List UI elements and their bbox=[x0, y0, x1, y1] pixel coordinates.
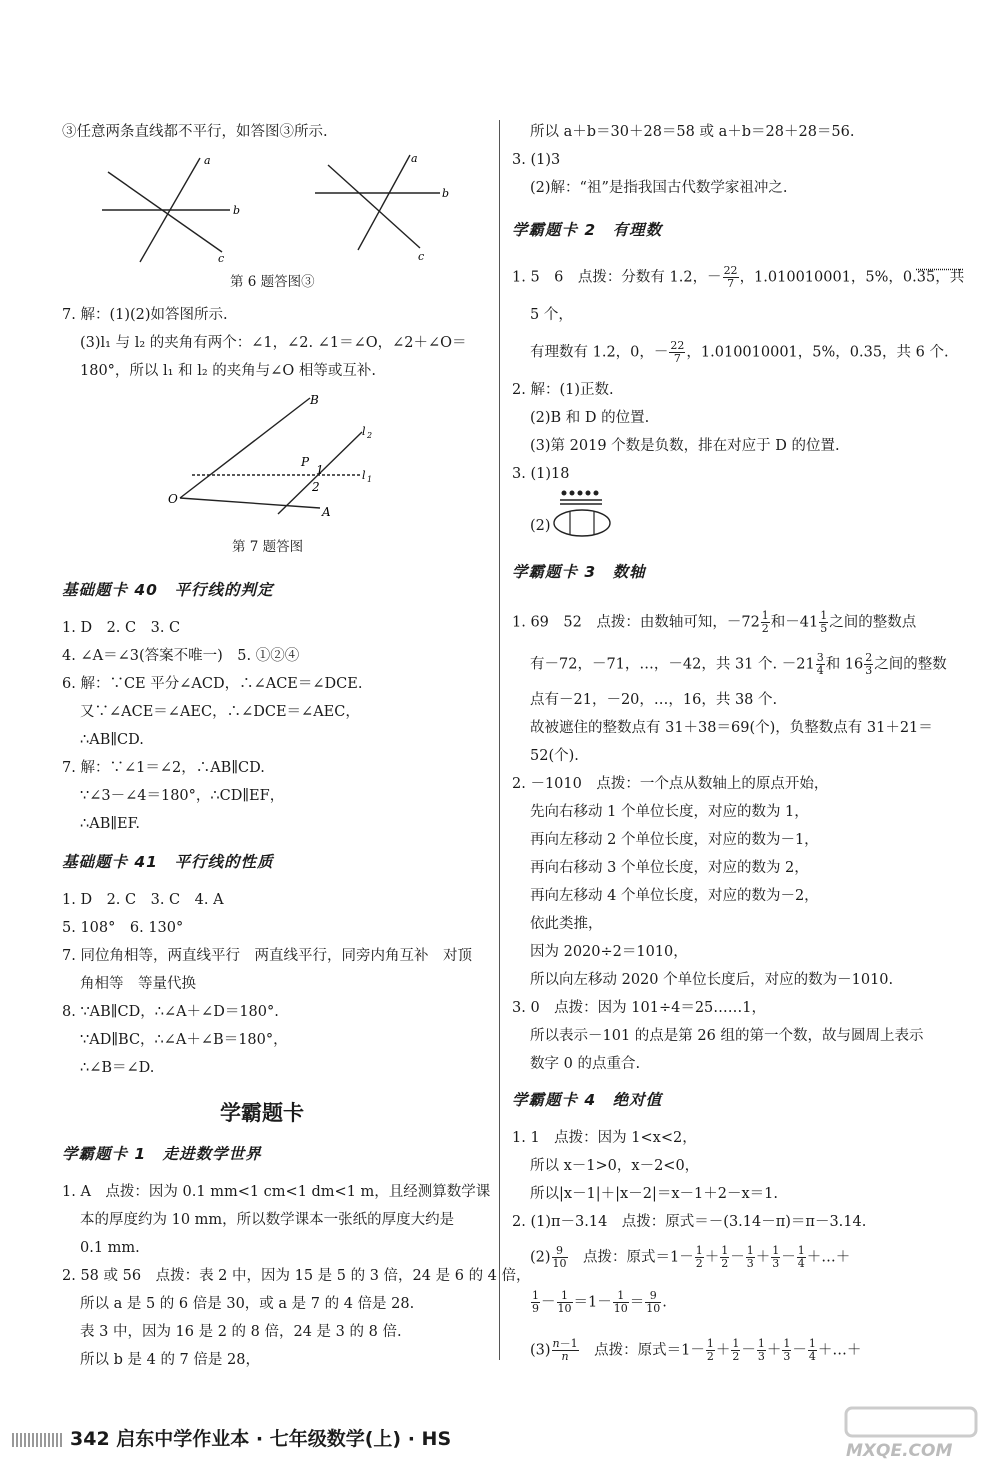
text-line: (2)解：“祖”是指我国古代数学家祖冲之. bbox=[530, 180, 788, 196]
text-line: ∵∠3－∠4＝180°，∴CD∥EF， bbox=[80, 788, 285, 804]
figure-6-left bbox=[102, 158, 230, 262]
heading-card-1: 学霸题卡 1 走进数学世界 bbox=[62, 1145, 262, 1163]
svg-text:1: 1 bbox=[316, 463, 324, 477]
text-line: 所以 x－1>0，x－2<0， bbox=[530, 1158, 700, 1174]
heading-card-41: 基础题卡 41 平行线的性质 bbox=[62, 853, 274, 871]
text-line: (2) $\frac{9}{10}$ 点拨：原式＝1－ $\frac{1}{2}$ ＋ $\frac{1}{2}$ － $\frac{1}{3}$ ＋ $\frac{1}{3}$ － $\frac{1}{4}$ ＋…＋ bbox=[530, 1244, 851, 1270]
watermark-logo bbox=[836, 1404, 986, 1462]
text-line: 依此类推， bbox=[530, 916, 603, 932]
svg-text:B: B bbox=[310, 393, 319, 407]
text-line: 2. －1010 点拨：一个点从数轴上的原点开始， bbox=[512, 776, 829, 792]
text-line: (3)第 2019 个数是负数，排在对应于 D 的位置. bbox=[530, 438, 840, 454]
figure-7-answer bbox=[162, 390, 452, 525]
svg-text:l: l bbox=[362, 469, 366, 482]
text-line: ∵AD∥BC，∴∠A＋∠B＝180°， bbox=[80, 1032, 288, 1048]
svg-text:b: b bbox=[442, 187, 450, 200]
text-line: 表 3 中，因为 16 是 2 的 8 倍，24 是 3 的 8 倍. bbox=[80, 1324, 402, 1340]
svg-text:2: 2 bbox=[312, 480, 320, 494]
text-line: 所以表示－101 的点是第 26 组的第一个数，故与圆周上表示 bbox=[530, 1028, 924, 1044]
svg-text:A: A bbox=[322, 505, 331, 519]
text-line: $\frac{1}{9}$ － $\frac{1}{10}$ ＝1－ $\frac{1}{10}$ ＝ $\frac{9}{10}$ . bbox=[532, 1289, 667, 1315]
text-line: 1. 5 6 点拨：分数有 1.2，－ $\frac{22}{7}$ ，1.010010001，5%，0.35，共 bbox=[512, 264, 965, 290]
svg-text:l: l bbox=[362, 425, 366, 438]
column-divider bbox=[499, 120, 500, 1360]
text-line: 再向左移动 2 个单位长度，对应的数为－1， bbox=[530, 832, 819, 848]
book-title: 启东中学作业本 · 七年级数学(上) · HS bbox=[116, 1428, 452, 1450]
text-line: 2. (1)π－3.14 点拨：原式＝－(3.14－π)＝π－3.14. bbox=[512, 1214, 867, 1230]
text-line: 所以|x－1|＋|x－2|＝x－1＋2－x＝1. bbox=[530, 1186, 778, 1202]
text-line: 1. 69 52 点拨：由数轴可知，－72 $\frac{1}{2}$ 和－41 $\frac{1}{5}$ 之间的整数点 bbox=[512, 609, 917, 635]
text-line: 3. (1)18 bbox=[512, 466, 570, 482]
text-line: 1. 1 点拨：因为 1<x<2， bbox=[512, 1130, 697, 1146]
figure-6-answer-3 bbox=[100, 150, 460, 265]
text-line: (2) bbox=[530, 518, 551, 534]
svg-text:MXQE.COM: MXQE.COM bbox=[846, 1441, 953, 1461]
text-line: 5 个， bbox=[530, 307, 573, 323]
text-line: 180°，所以 l₁ 和 l₂ 的夹角与∠O 相等或互补. bbox=[80, 363, 377, 379]
page-footer bbox=[12, 1424, 451, 1451]
text-line: 故被遮住的整数点有 31＋38＝69(个)，负整数点有 31＋21＝ bbox=[530, 720, 933, 736]
text-line: 先向右移动 1 个单位长度，对应的数为 1， bbox=[530, 804, 809, 820]
svg-text:a: a bbox=[204, 154, 211, 167]
text-line: 有理数有 1.2，0，－ $\frac{22}{7}$ ，1.010010001，5%，0.35，共 6 个. bbox=[530, 339, 949, 365]
text-line: ③任意两条直线都不平行，如答图③所示. bbox=[62, 124, 328, 140]
footer-stripes bbox=[12, 1433, 64, 1447]
text-line: (3)l₁ 与 l₂ 的夹角有两个：∠1，∠2. ∠1＝∠O，∠2＋∠O＝ bbox=[80, 335, 467, 351]
figure-6-caption: 第 6 题答图③ bbox=[230, 274, 315, 290]
text-line: 再向右移动 3 个单位长度，对应的数为 2， bbox=[530, 860, 809, 876]
text-line: ∴AB∥EF. bbox=[80, 816, 141, 832]
text-line: 3. 0 点拨：因为 101÷4＝25……1， bbox=[512, 1000, 767, 1016]
svg-text:O: O bbox=[168, 492, 178, 506]
text-line: 7. 同位角相等，两直线平行 两直线平行，同旁内角互补 对顶 bbox=[62, 948, 472, 964]
text-line: 4. ∠A＝∠3(答案不唯一) 5. ①②④ bbox=[62, 648, 300, 664]
text-line: 所以 a 是 5 的 6 倍是 30，或 a 是 7 的 4 倍是 28. bbox=[80, 1296, 415, 1312]
text-line: (2)B 和 D 的位置. bbox=[530, 410, 650, 426]
svg-text:b: b bbox=[233, 204, 241, 217]
text-line: 2. 58 或 56 点拨：表 2 中，因为 15 是 5 的 3 倍，24 是 6 的 4 倍， bbox=[62, 1268, 531, 1284]
text-line: 0.1 mm. bbox=[80, 1240, 140, 1256]
text-line: 52(个). bbox=[530, 748, 579, 764]
svg-text:a: a bbox=[411, 152, 418, 165]
text-line: ∴AB∥CD. bbox=[80, 732, 144, 748]
text-line: 7. 解：(1)(2)如答图所示. bbox=[62, 307, 228, 323]
text-line: 数字 0 的点重合. bbox=[530, 1056, 641, 1072]
svg-text:P: P bbox=[301, 455, 310, 469]
text-line: 1. D 2. C 3. C bbox=[62, 620, 181, 636]
text-line: 因为 2020÷2＝1010， bbox=[530, 944, 688, 960]
text-line: ∴∠B＝∠D. bbox=[80, 1060, 155, 1076]
heading-card-4: 学霸题卡 4 绝对值 bbox=[512, 1091, 663, 1109]
text-line: 角相等 等量代换 bbox=[80, 976, 196, 992]
figure-7-caption: 第 7 题答图 bbox=[232, 539, 304, 555]
text-line: 8. ∵AB∥CD，∴∠A＋∠D＝180°. bbox=[62, 1004, 279, 1020]
heading-card-3: 学霸题卡 3 数轴 bbox=[512, 563, 646, 581]
text-line: 点有－21，－20，…，16，共 38 个. bbox=[530, 692, 778, 708]
abacus-figure bbox=[550, 488, 620, 540]
text-line: 又∵∠ACE＝∠AEC，∴∠DCE＝∠AEC， bbox=[80, 704, 360, 720]
svg-text:c: c bbox=[218, 252, 225, 265]
text-line: 5. 108° 6. 130° bbox=[62, 920, 184, 936]
text-line: 1. A 点拨：因为 0.1 mm<1 cm<1 dm<1 m，且经测算数学课 bbox=[62, 1184, 491, 1200]
heading-card-40: 基础题卡 40 平行线的判定 bbox=[62, 581, 274, 599]
text-line: 7. 解：∵∠1＝∠2，∴AB∥CD. bbox=[62, 760, 265, 776]
heading-card-2: 学霸题卡 2 有理数 bbox=[512, 221, 663, 239]
text-line: 6. 解：∵CE 平分∠ACD，∴∠ACE＝∠DCE. bbox=[62, 676, 363, 692]
text-line: 2. 解：(1)正数. bbox=[512, 382, 614, 398]
svg-text:2: 2 bbox=[367, 431, 373, 440]
text-line: 再向左移动 4 个单位长度，对应的数为－2， bbox=[530, 888, 819, 904]
section-title: 学霸题卡 bbox=[220, 1101, 304, 1125]
text-line: 有－72，－71，…，－42，共 31 个. －21 $\frac{3}{4}$ 和 16 $\frac{2}{3}$ 之间的整数 bbox=[530, 651, 947, 677]
text-line: 1. D 2. C 3. C 4. A bbox=[62, 892, 224, 908]
page-number: 342 bbox=[70, 1428, 110, 1450]
text-line: 所以向左移动 2020 个单位长度后，对应的数为－1010. bbox=[530, 972, 894, 988]
text-line: (3) $\frac{n-1}{n}$ 点拨：原式＝1－ $\frac{1}{2}$ ＋ $\frac{1}{2}$ － $\frac{1}{3}$ ＋ $\frac{1}{3}$ － $\frac{1}{4}$ ＋…＋ bbox=[530, 1337, 862, 1363]
figure-6-right bbox=[315, 155, 440, 250]
text-line: 本的厚度约为 10 mm，所以数学课本一张纸的厚度大约是 bbox=[80, 1212, 455, 1228]
svg-text:1: 1 bbox=[367, 475, 373, 484]
text-line: 3. (1)3 bbox=[512, 152, 561, 168]
text-line: 所以 b 是 4 的 7 倍是 28， bbox=[80, 1352, 260, 1368]
text-line: 所以 a＋b＝30＋28＝58 或 a＋b＝28＋28＝56. bbox=[530, 124, 855, 140]
svg-text:c: c bbox=[418, 250, 425, 263]
